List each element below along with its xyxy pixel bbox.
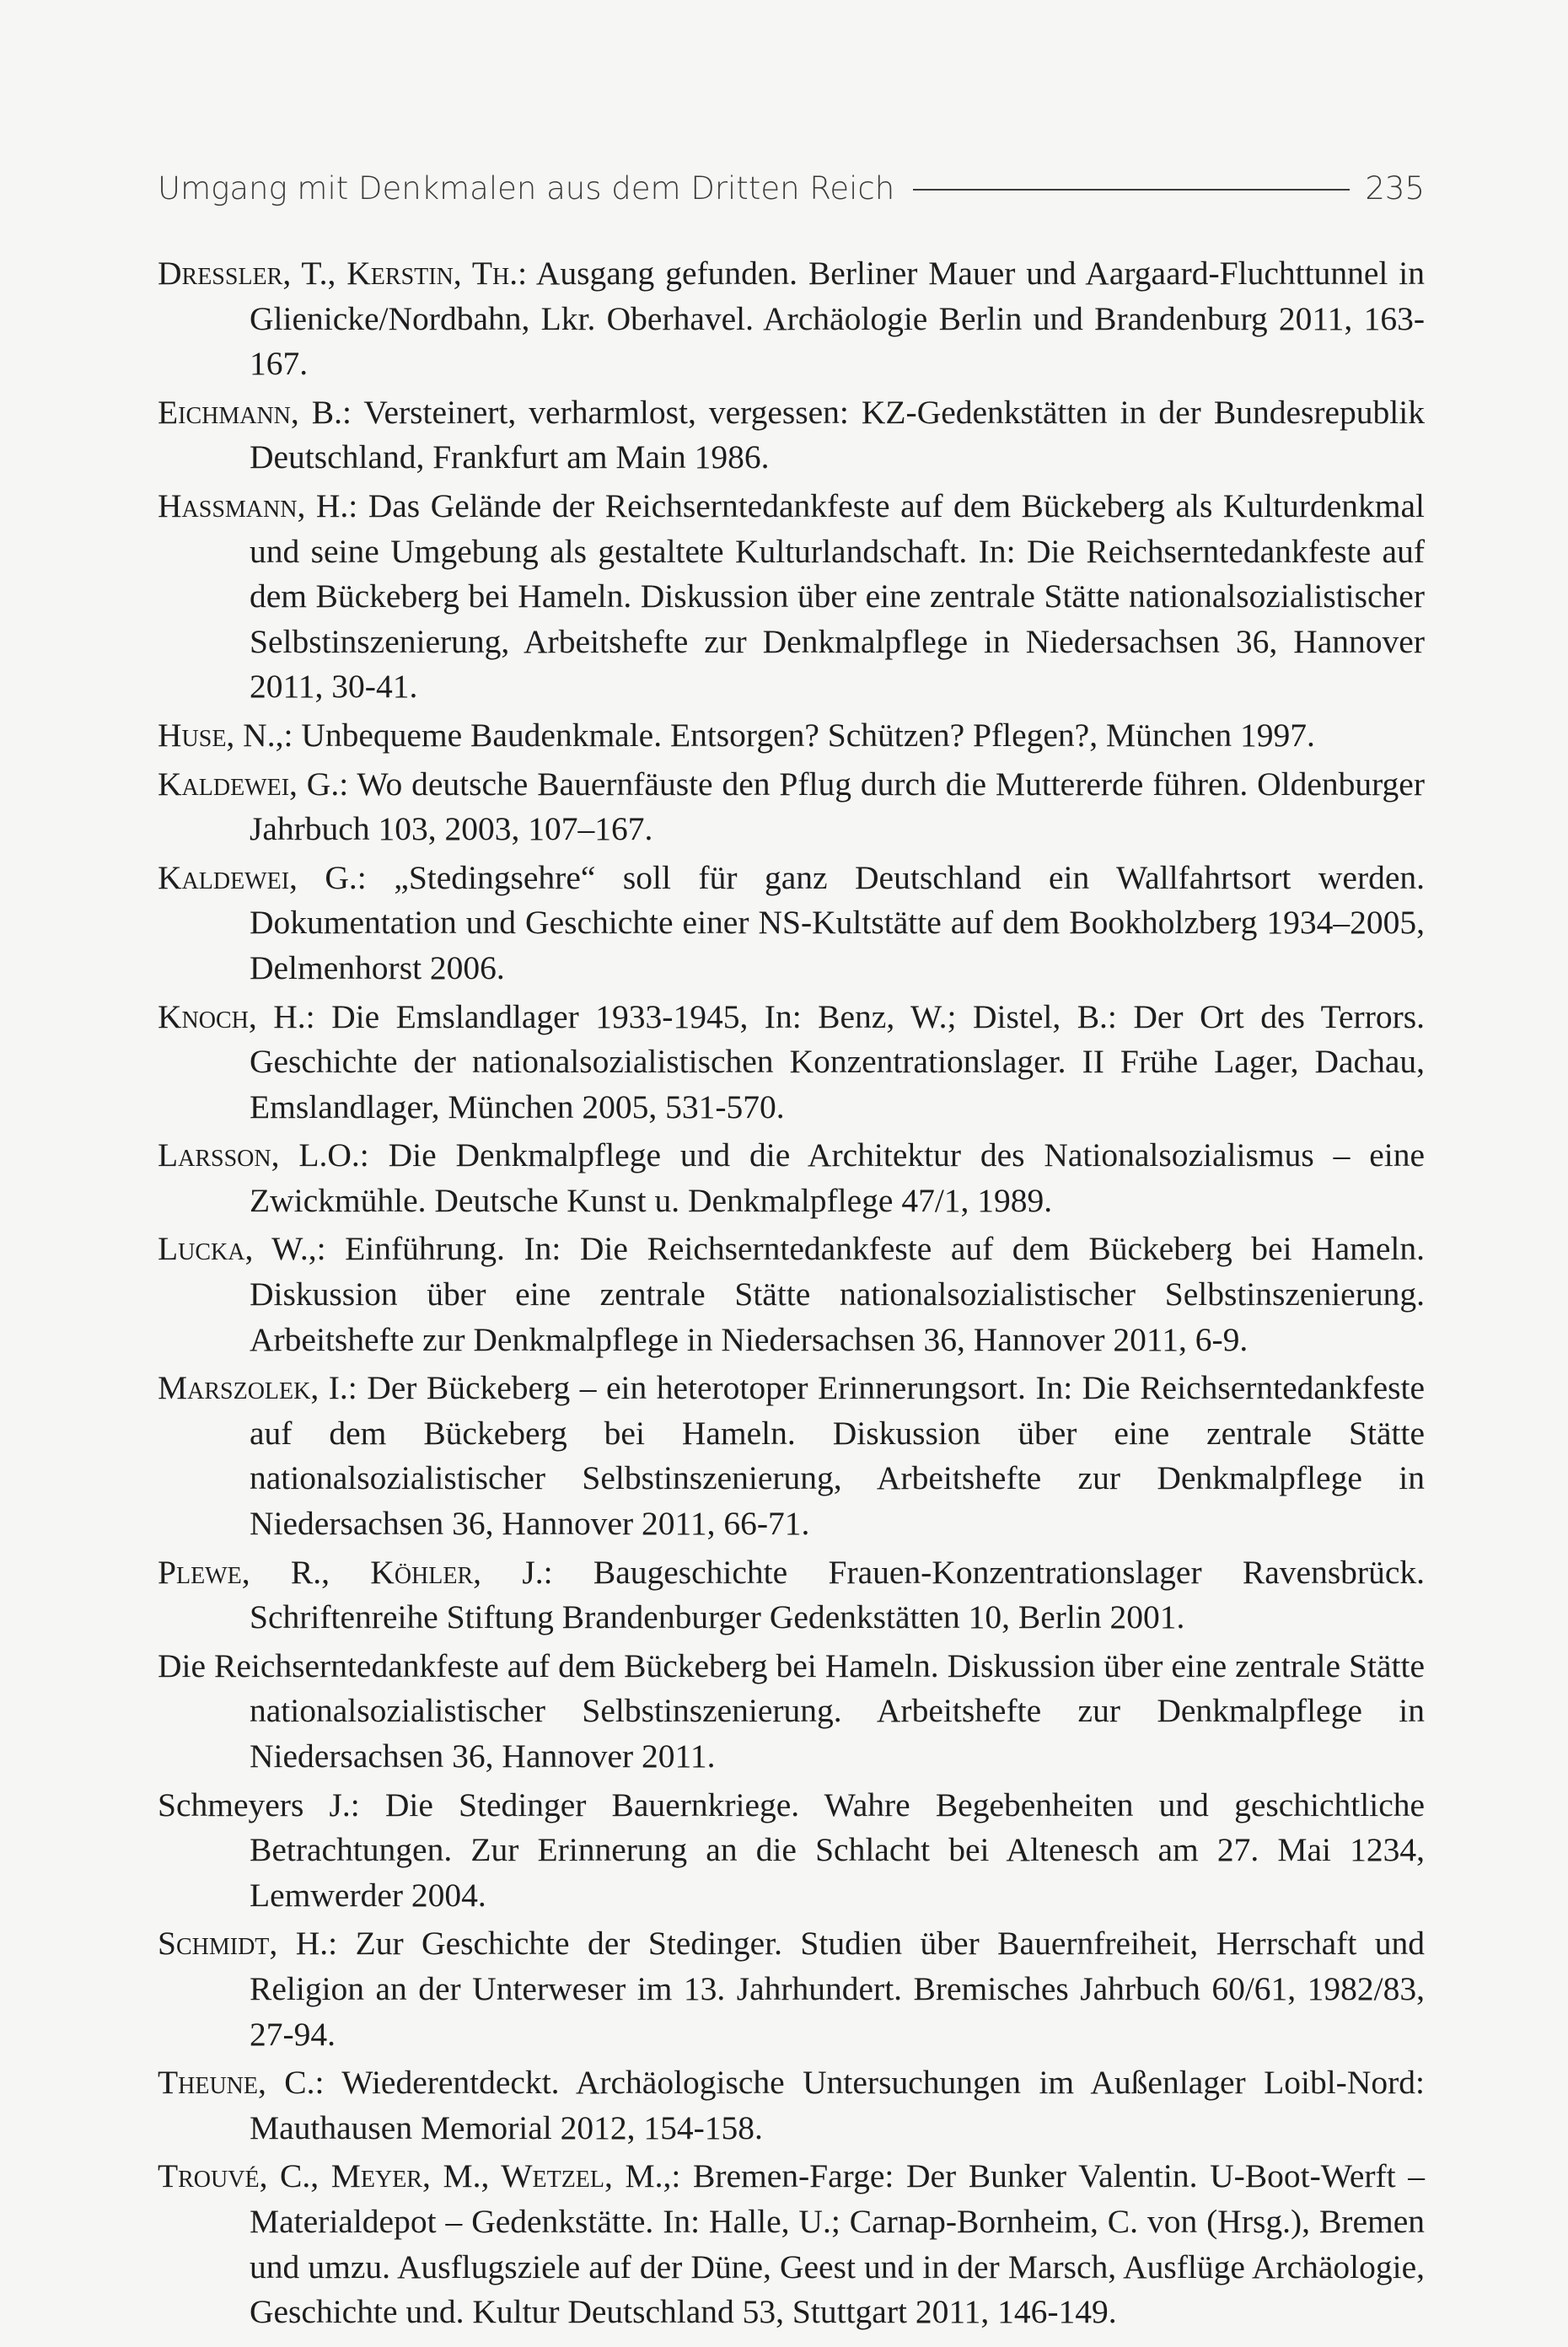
bibliography-entry bbox=[158, 1783, 1425, 1919]
entry-author: Schmidt, H.: bbox=[158, 1925, 338, 1963]
entry-author: Huse, N.,: bbox=[158, 716, 293, 754]
entry-text: Wo deutsche Bauernfäuste den Pflug durch die Muttererde führen. Oldenburger Jahrbuch 103, 2003, 107–167. bbox=[250, 765, 1425, 848]
bibliography-list bbox=[158, 251, 1425, 2339]
entry-text: Die Reichserntedankfeste auf dem Bückeberg bei Hameln. Diskussion über eine zentrale Stätte nationalsozialistischer Selbstinszenierung. Arbeitshefte zur Denkmalpflege in Niedersachsen 36, Hannover 2011. bbox=[158, 1646, 1425, 1775]
entry-text: Die Denkmalpflege und die Architektur des Nationalsozialismus – eine Zwickmühle. Deutsche Kunst u. Denkmalpflege 47/1, 1989. bbox=[250, 1136, 1425, 1219]
entry-author: Larsson, L.O.: bbox=[158, 1136, 369, 1174]
entry-author: Eichmann, B.: bbox=[158, 393, 352, 431]
page-number: 235 bbox=[1365, 169, 1425, 207]
entry-author: Plewe, R., Köhler, J.: bbox=[158, 1553, 553, 1591]
entry-text: Wiederentdeckt. Archäologische Untersuchungen im Außenlager Loibl-Nord: Mauthausen Memorial 2012, 154-158. bbox=[250, 2064, 1425, 2146]
running-head bbox=[158, 163, 1425, 213]
entry-text: Zur Geschichte der Stedinger. Studien über Bauernfreiheit, Herrschaft und Religion an der Unterweser im 13. Jahrhundert. Bremisches Jahrbuch 60/61, 1982/83, 27-94. bbox=[250, 1925, 1425, 2053]
entry-author: Theune, C.: bbox=[158, 2064, 325, 2102]
entry-text: Der Bückeberg – ein heterotoper Erinnerungsort. In: Die Reichserntedankfeste auf dem Bückeberg bei Hameln. Diskussion über eine zentrale Stätte nationalsozialistischer Selbstinszenierung, Arbeitshefte zur Denkmalpflege in Niedersachsen 36, Hannover 2011, 66-71. bbox=[250, 1369, 1425, 1543]
entry-text: Das Gelände der Reichserntedankfeste auf dem Bückeberg als Kulturdenkmal und seine Umgebung als gestaltete Kulturlandschaft. In: Die Reichserntedankfeste auf dem Bückeberg bei Hameln. Diskussion über eine zentrale Stätte nationalsozialistischer Selbstinszenierung, Arbeitshefte zur Denkmalpflege in Niedersachsen 36, Hannover 2011, 30-41. bbox=[250, 486, 1425, 706]
bibliography-entry bbox=[158, 390, 1425, 481]
entry-text: Ausgang gefunden. Berliner Mauer und Aargaard-Fluchttunnel in Glienicke/Nordbahn, Lkr. Oberhavel. Archäologie Berlin und Brandenburg 2011, 163-167. bbox=[250, 255, 1425, 383]
entry-author: Knoch, H.: bbox=[158, 997, 315, 1035]
entry-text: Bremen-Farge: Der Bunker Valentin. U-Boot-Werft – Materialdepot – Gedenkstätte. In: Halle, U.; Carnap-Bornheim, C. von (Hrsg.), Bremen und umzu. Ausflugsziele auf der Düne, Geest und in der Marsch, Ausflüge Archäologie, Geschichte und. Kultur Deutschland 53, Stuttgart 2011, 146-149. bbox=[250, 2157, 1426, 2331]
header-rule bbox=[913, 189, 1350, 191]
bibliography-entry bbox=[158, 1366, 1425, 1546]
bibliography-entry bbox=[158, 995, 1425, 1131]
bibliography-entry bbox=[158, 1921, 1425, 2057]
entry-author: Trouvé, C., Meyer, M., Wetzel, M.,: bbox=[158, 2157, 681, 2195]
running-title: Umgang mit Denkmalen aus dem Dritten Reich bbox=[158, 169, 895, 207]
entry-text: Die Emslandlager 1933-1945, In: Benz, W.; Distel, B.: Der Ort des Terrors. Geschichte der nationalsozialistischen Konzentrationslager. II Frühe Lager, Dachau, Emslandlager, München 2005, 531-570. bbox=[250, 997, 1426, 1125]
bibliography-entry bbox=[158, 856, 1425, 991]
entry-text: Einführung. In: Die Reichserntedankfeste auf dem Bückeberg bei Hameln. Diskussion über eine zentrale Stätte nationalsozialistischer Selbstinszenierung. Arbeitshefte zur Denkmalpflege in Niedersachsen 36, Hannover 2011, 6-9. bbox=[250, 1230, 1426, 1358]
bibliography-entry bbox=[158, 1550, 1425, 1641]
entry-text: „Stedingsehre“ soll für ganz Deutschland ein Wallfahrtsort werden. Dokumentation und Geschichte einer NS-Kultstätte auf dem Bookholzberg 1934–2005, Delmenhorst 2006. bbox=[250, 858, 1426, 986]
bibliography-entry bbox=[158, 713, 1425, 759]
bibliography-entry bbox=[158, 2154, 1425, 2334]
bibliography-entry bbox=[158, 2060, 1425, 2151]
bibliography-entry bbox=[158, 762, 1425, 852]
bibliography-entry bbox=[158, 484, 1425, 710]
entry-author: Dressler, T., Kerstin, Th.: bbox=[158, 255, 528, 292]
entry-text: Baugeschichte Frauen-Konzentrationslager Ravensbrück. Schriftenreihe Stiftung Brandenburger Gedenkstätten 10, Berlin 2001. bbox=[250, 1553, 1425, 1636]
entry-author: Kaldewei, G.: bbox=[158, 765, 349, 803]
entry-text: Versteinert, verharmlost, vergessen: KZ-Gedenkstätten in der Bundesrepublik Deutschland, Frankfurt am Main 1986. bbox=[250, 393, 1425, 476]
entry-author: Lucka, W.,: bbox=[158, 1230, 326, 1268]
entry-author: Kaldewei, G.: bbox=[158, 858, 367, 896]
entry-author: Haßmann, H.: bbox=[158, 486, 358, 524]
bibliography-entry bbox=[158, 251, 1425, 387]
bibliography-entry bbox=[158, 1133, 1425, 1223]
bibliography-entry bbox=[158, 1227, 1425, 1362]
entry-author: Schmeyers J.: bbox=[158, 1786, 360, 1823]
entry-author: Marszolek, I.: bbox=[158, 1369, 357, 1407]
bibliography-entry bbox=[158, 1644, 1425, 1780]
entry-text: Die Stedinger Bauernkriege. Wahre Begebenheiten und geschichtliche Betrachtungen. Zur Erinnerung an die Schlacht bei Altenesch am 27. Mai 1234, Lemwerder 2004. bbox=[250, 1786, 1426, 1914]
entry-text: Unbequeme Baudenkmale. Entsorgen? Schützen? Pflegen?, München 1997. bbox=[301, 716, 1315, 754]
